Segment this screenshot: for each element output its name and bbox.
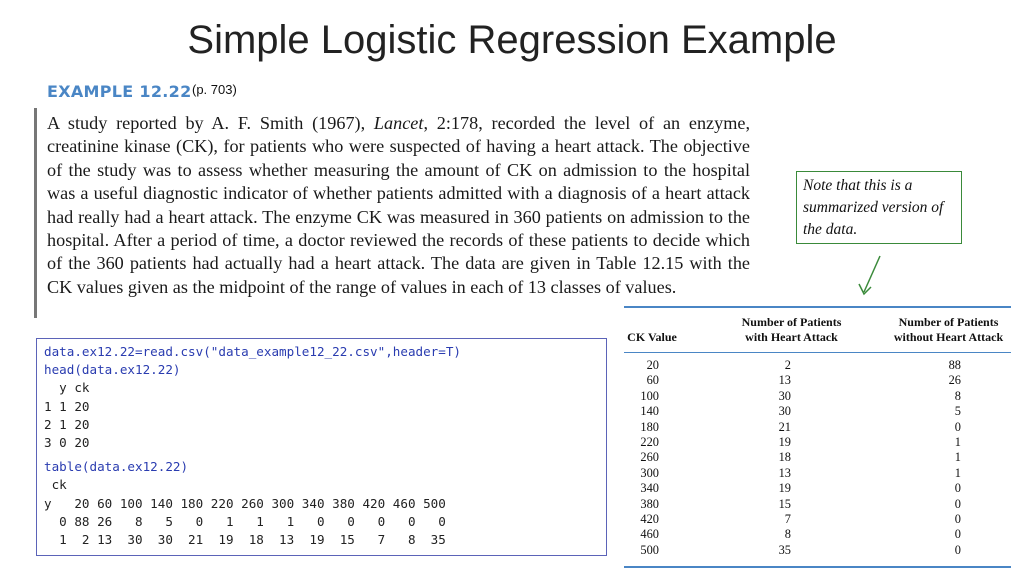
cell-without-heart-attack: 0 [954, 481, 961, 496]
table-header [624, 308, 1011, 353]
table-row [624, 373, 1011, 388]
cell-with-heart-attack: 19 [778, 434, 791, 449]
table-row [624, 527, 1011, 542]
cell-ck-value: 220 [640, 434, 659, 449]
cell-without-heart-attack: 5 [954, 404, 961, 419]
example-body-part1: A study reported by A. F. Smith (1967), [47, 113, 374, 133]
cell-without-heart-attack: 1 [954, 465, 961, 480]
cell-ck-value: 380 [640, 496, 659, 511]
table-row [624, 466, 1011, 481]
cell-with-heart-attack: 30 [778, 388, 791, 403]
cell-ck-value: 20 [646, 358, 659, 372]
cell-without-heart-attack: 0 [954, 542, 961, 557]
header-without-heart-attack: Number of Patients without Heart Attack [893, 315, 1004, 344]
cell-ck-value: 420 [640, 511, 659, 526]
cell-with-heart-attack: 35 [778, 542, 791, 557]
table-row [624, 435, 1011, 450]
example-body-text [47, 112, 750, 299]
cell-ck-value: 100 [640, 388, 659, 403]
code-output-line: 3 0 20 [44, 435, 90, 451]
cell-with-heart-attack: 13 [778, 373, 791, 388]
cell-without-heart-attack: 26 [948, 373, 961, 388]
slide-title: Simple Logistic Regression Example [187, 18, 837, 62]
code-output-line: ck [44, 477, 67, 493]
page-reference: (p. 703) [192, 82, 237, 97]
cell-with-heart-attack: 13 [778, 465, 791, 480]
table-row [624, 420, 1011, 435]
code-output-line: 2 1 20 [44, 416, 90, 432]
cell-without-heart-attack: 8 [954, 388, 961, 403]
r-code-panel [36, 338, 607, 556]
table-row [624, 543, 1011, 558]
cell-without-heart-attack: 0 [954, 496, 961, 511]
table-row [624, 358, 1011, 373]
table-row [624, 497, 1011, 512]
ck-data-table [624, 306, 1011, 568]
code-output-line: y 20 60 100 140 180 220 260 300 340 380 420 460 500 [44, 495, 446, 511]
code-output-line: y ck [44, 380, 90, 396]
table-row [624, 404, 1011, 419]
cell-without-heart-attack: 0 [954, 511, 961, 526]
cell-with-heart-attack: 8 [784, 527, 791, 542]
cell-with-heart-attack: 18 [778, 450, 791, 465]
example-body-journal: Lancet [373, 113, 424, 133]
cell-ck-value: 60 [646, 373, 659, 388]
table-row [624, 512, 1011, 527]
cell-ck-value: 260 [640, 450, 659, 465]
cell-ck-value: 500 [640, 542, 659, 557]
table-body [624, 358, 1011, 558]
example-label: EXAMPLE 12.22 [47, 82, 192, 101]
cell-with-heart-attack: 15 [778, 496, 791, 511]
code-command-read-csv: data.ex12.22=read.csv("data_example12_22.csv",header=T) [44, 344, 462, 359]
example-side-bar [34, 108, 37, 318]
table-row [624, 450, 1011, 465]
code-output-line: 1 2 13 30 30 21 19 18 13 19 15 7 8 35 [44, 532, 446, 548]
code-command-table: table(data.ex12.22) [44, 459, 189, 475]
cell-with-heart-attack: 7 [784, 511, 791, 526]
cell-without-heart-attack: 1 [954, 450, 961, 465]
note-box: Note that this is a summarized version of the data. [796, 171, 962, 244]
cell-without-heart-attack: 0 [954, 419, 961, 434]
cell-ck-value: 140 [640, 404, 659, 419]
cell-with-heart-attack: 30 [778, 404, 791, 419]
table-row [624, 481, 1011, 496]
header-ck-value: CK Value [627, 330, 677, 344]
cell-without-heart-attack: 88 [948, 358, 961, 372]
header-with-heart-attack: Number of Patients with Heart Attack [741, 315, 842, 344]
cell-without-heart-attack: 0 [954, 527, 961, 542]
cell-ck-value: 460 [640, 527, 659, 542]
code-output-line: 0 88 26 8 5 0 1 1 1 0 0 0 0 0 [44, 513, 446, 529]
example-body-part2: , 2:178, recorded the level of an enzyme, creatinine kinase (CK), for patients who were suspected of having a heart attack. The objective of the study was to assess whether measuring the amount of CK on admission to the hospital was a useful diagnostic indicator of whether patients admitted with a diagnosis of a heart attack had really had a heart attack. The enzyme CK was measured in 360 patients on admission to the hospital. After a period of time, a doctor reviewed the records of these patients to decide which of the 360 patients had actually had a heart attack. The data are given in Table 12.15 with the CK values given as the midpoint of the range of values in each of 13 classes of values. [47, 113, 750, 297]
code-command-head: head(data.ex12.22) [44, 362, 181, 378]
cell-ck-value: 300 [640, 465, 659, 480]
cell-ck-value: 340 [640, 481, 659, 496]
cell-ck-value: 180 [640, 419, 659, 434]
cell-with-heart-attack: 2 [784, 358, 791, 372]
code-output-line: 1 1 20 [44, 398, 90, 414]
cell-with-heart-attack: 21 [778, 419, 791, 434]
table-row [624, 389, 1011, 404]
cell-with-heart-attack: 19 [778, 481, 791, 496]
cell-without-heart-attack: 1 [954, 434, 961, 449]
arrow-down-icon [856, 254, 886, 298]
